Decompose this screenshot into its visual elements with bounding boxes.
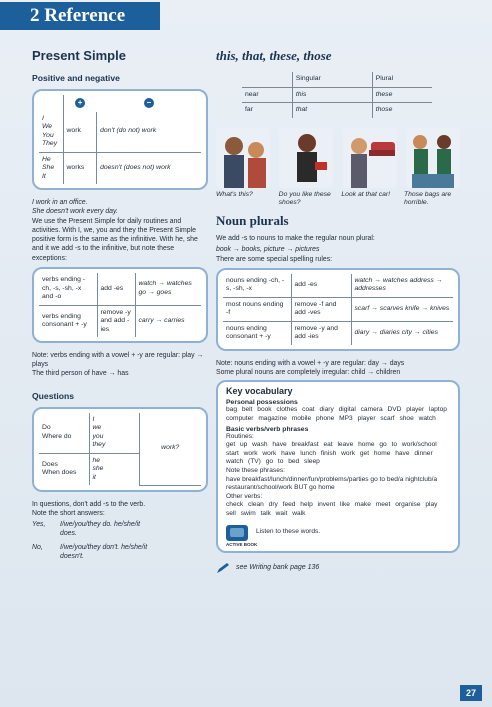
present-simple-paragraph: We use the Present Simple for daily routines and activities. With I, we, you and they the Present Simple positive form is the same as the infinitive. With he, she and it we add -s to the infinitive, but note these exceptions: [32, 217, 198, 262]
other-verbs-list: check clean dry feed help invent like make meet organise play sell swim talk wait walk [226, 501, 438, 517]
active-book-label: ACTIVE BOOK [226, 541, 258, 547]
exception-change: remove -y and add -ies [97, 305, 135, 337]
aux-does: Does When does [39, 453, 89, 485]
possessions-title: Personal possessions [226, 399, 298, 407]
illustration-those [406, 128, 460, 188]
other-verbs-title: Other verbs: [226, 492, 263, 500]
illustration-this [216, 128, 270, 188]
have-has-note: The third person of have → has [32, 370, 129, 378]
demonstratives-table: Singular Plural near this these far that those [242, 72, 432, 118]
basic-verbs-title: Basic verbs/verb phrases [226, 425, 309, 433]
noun-plural-rules-table: nouns ending -ch, -s, -sh, -x add -es watch → watches address → addresses most nouns ending -f remove -f and add -ves scarf → scarves knife → knives nouns ending consonant + -y remove -y and add -ies diary → diaries city → cities [216, 268, 460, 351]
positive-negative-table [32, 89, 208, 190]
exception-rule: verbs ending consonant + -y [39, 305, 97, 337]
listen-text: Listen to these words. [256, 528, 321, 536]
exception-example: watch → watches go → goes [135, 273, 201, 305]
noun-plurals-title: Noun plurals [216, 213, 289, 229]
writing-bank-link[interactable]: see Writing bank page 136 [216, 562, 460, 574]
noun-plurals-line-2: book → books, picture → pictures [216, 246, 320, 254]
left-column [32, 48, 208, 561]
pronouns-plural: I We You They [39, 112, 63, 153]
short-answers-note: Note the short answers: [32, 509, 105, 517]
routines-list: get up wash have breakfast eat leave home go to work/school start work work have lunch finish work get home have dinner watch (TV) go to bed sleep [226, 441, 437, 466]
positive-negative-subtitle: Positive and negative [32, 73, 120, 83]
exception-example: carry → carries [138, 317, 185, 325]
page-number: 27 [460, 685, 482, 701]
key-vocabulary-title: Key vocabulary [226, 386, 293, 397]
aux-do: Do Where do [39, 413, 89, 454]
short-answer-no: No, I/we/you/they don't. he/she/it doesn't. [32, 543, 148, 560]
works-cell: works [63, 152, 97, 184]
exception-rule: verbs ending -ch, -s, -sh, -x and -o [39, 273, 97, 305]
active-book-icon[interactable] [226, 525, 248, 541]
questions-title: Questions [32, 390, 75, 401]
illustration-that [343, 128, 397, 188]
noun-plurals-line-1: We add -s to nouns to make the regular noun plural: [216, 235, 375, 243]
example-sentence-2: She doesn't work every day. [32, 208, 118, 216]
singular-header: Singular [292, 72, 372, 87]
pronouns-third-person: He She It [39, 152, 63, 184]
key-vocabulary-box [216, 380, 460, 552]
illustration-these [279, 128, 333, 188]
subjects-plural: I we you they [89, 413, 139, 454]
present-simple-title: Present Simple [32, 48, 126, 63]
section-header: 2 Reference [0, 2, 160, 30]
exceptions-table [32, 267, 208, 343]
noun-plurals-line-3: There are some special spelling rules: [216, 255, 333, 263]
possessions-list: bag belt book clothes coat diary digital camera DVD player laptop computer magazine mobile phone MP3 player scarf shoe watch [226, 406, 447, 422]
short-answer-yes: Yes, I/we/you/they do. he/she/it does. [32, 521, 141, 538]
phrases-title: Note these phrases: [226, 466, 286, 474]
vowel-y-note: Note: verbs ending with a vowel + -y are regular: play → plays [32, 352, 204, 369]
dont-work-cell: don't (do not) work [97, 112, 201, 153]
subjects-third-person: he she it [89, 453, 139, 485]
doesnt-work-cell: doesn't (does not) work [100, 164, 171, 171]
irregular-plural-note: Some plural nouns are completely irregular: child → children [216, 369, 401, 377]
right-column [216, 48, 460, 574]
verb-work: work? [139, 413, 201, 486]
demonstrative-illustrations [216, 128, 460, 188]
questions-note: In questions, don't add -s to the verb. [32, 500, 146, 508]
minus-icon: − [144, 98, 154, 108]
illustration-captions: What's this? Do you like these shoes? Look at that car! Those bags are horrible. [216, 190, 452, 206]
pencil-icon [216, 562, 230, 574]
questions-table [32, 407, 208, 492]
routines-title: Routines: [226, 432, 254, 440]
vowel-y-plural-note: Note: nouns ending with a vowel + -y are regular: day → days [216, 359, 405, 367]
example-sentence-1: I work in an office. [32, 199, 88, 206]
demonstratives-title: this, that, these, those [216, 48, 332, 63]
plural-header: Plural [372, 72, 432, 87]
listen-row[interactable] [226, 525, 450, 541]
phrases-list: have breakfast/lunch/dinner/fun/problems/parties go to bed/a nightclub/a restaurant/school/work BUT go home [226, 475, 438, 492]
plus-icon: + [75, 98, 85, 108]
work-cell: work [63, 112, 97, 153]
exception-change: add -es [97, 273, 135, 305]
